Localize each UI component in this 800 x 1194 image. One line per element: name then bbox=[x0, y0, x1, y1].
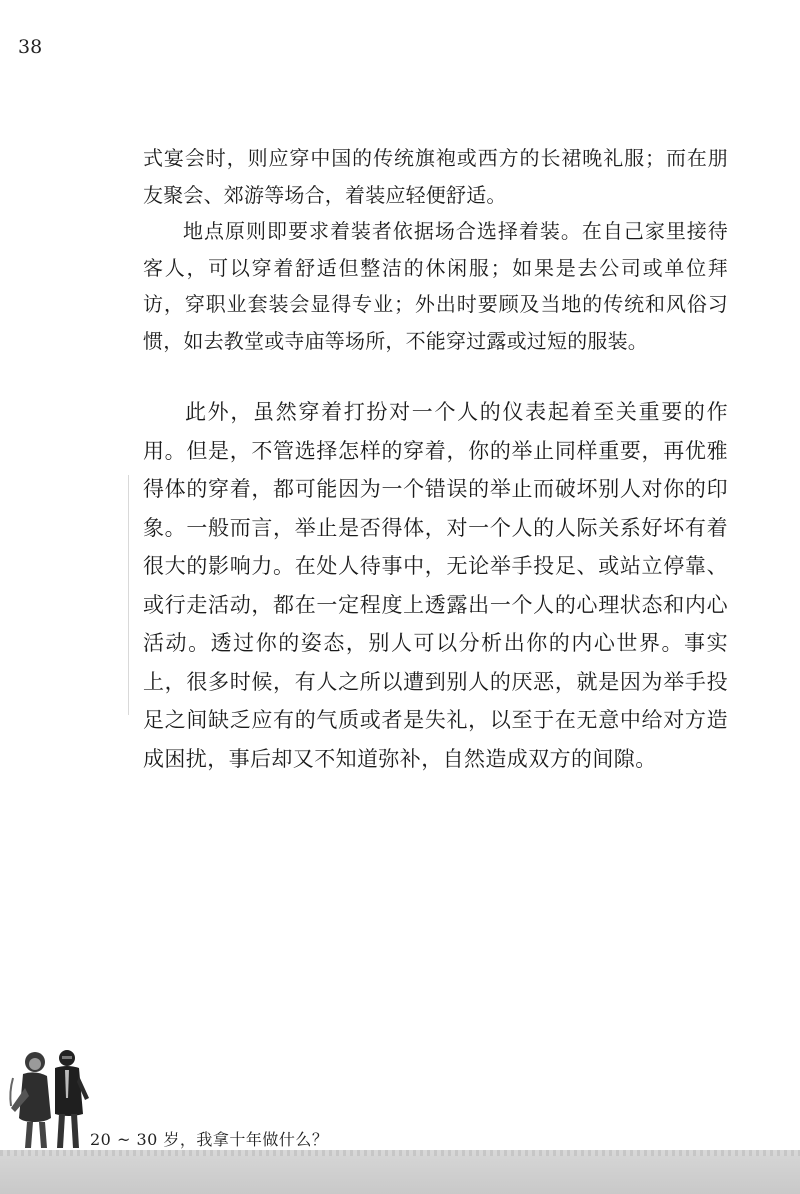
footer-book-title: 20 ~ 30 岁，我拿十年做什么？ bbox=[90, 1130, 329, 1149]
page-number: 38 bbox=[18, 36, 43, 58]
body-text bbox=[143, 140, 728, 778]
footer-bar bbox=[0, 1150, 800, 1194]
margin-rule bbox=[128, 475, 129, 715]
paragraph-location-principle: 地点原则即要求着装者依据场合选择着装。在自己家里接待客人，可以穿着舒适但整洁的休闲服；如果是去公司或单位拜访，穿职业套装会显得专业；外出时要顾及当地的传统和风俗习惯，如去教堂或寺庙等场所，不能穿过露或过短的服装。 bbox=[143, 219, 728, 353]
paragraph-continuation: 式宴会时，则应穿中国的传统旗袍或西方的长裙晚礼服；而在朋友聚会、郊游等场合，着装应轻便舒适。 bbox=[143, 146, 728, 207]
paragraph-demeanor: 此外，虽然穿着打扮对一个人的仪表起着至关重要的作用。但是，不管选择怎样的穿着，你的举止同样重要，再优雅得体的穿着，都可能因为一个错误的举止而破坏别人对你的印象。一般而言，举止是否得体，对一个人的人际关系好坏有着很大的影响力。在处人待事中，无论举手投足、或站立停靠、或行走活动，都在一定程度上透露出一个人的心理状态和内心活动。透过你的姿态，别人可以分析出你的内心世界。事实上，很多时候，有人之所以遭到别人的厌恶，就是因为举手投足之间缺乏应有的气质或者是失礼，以至于在无意中给对方造成困扰，事后却又不知道弥补，自然造成双方的间隙。 bbox=[143, 400, 728, 771]
elderly-couple-photo-icon bbox=[5, 1048, 95, 1152]
